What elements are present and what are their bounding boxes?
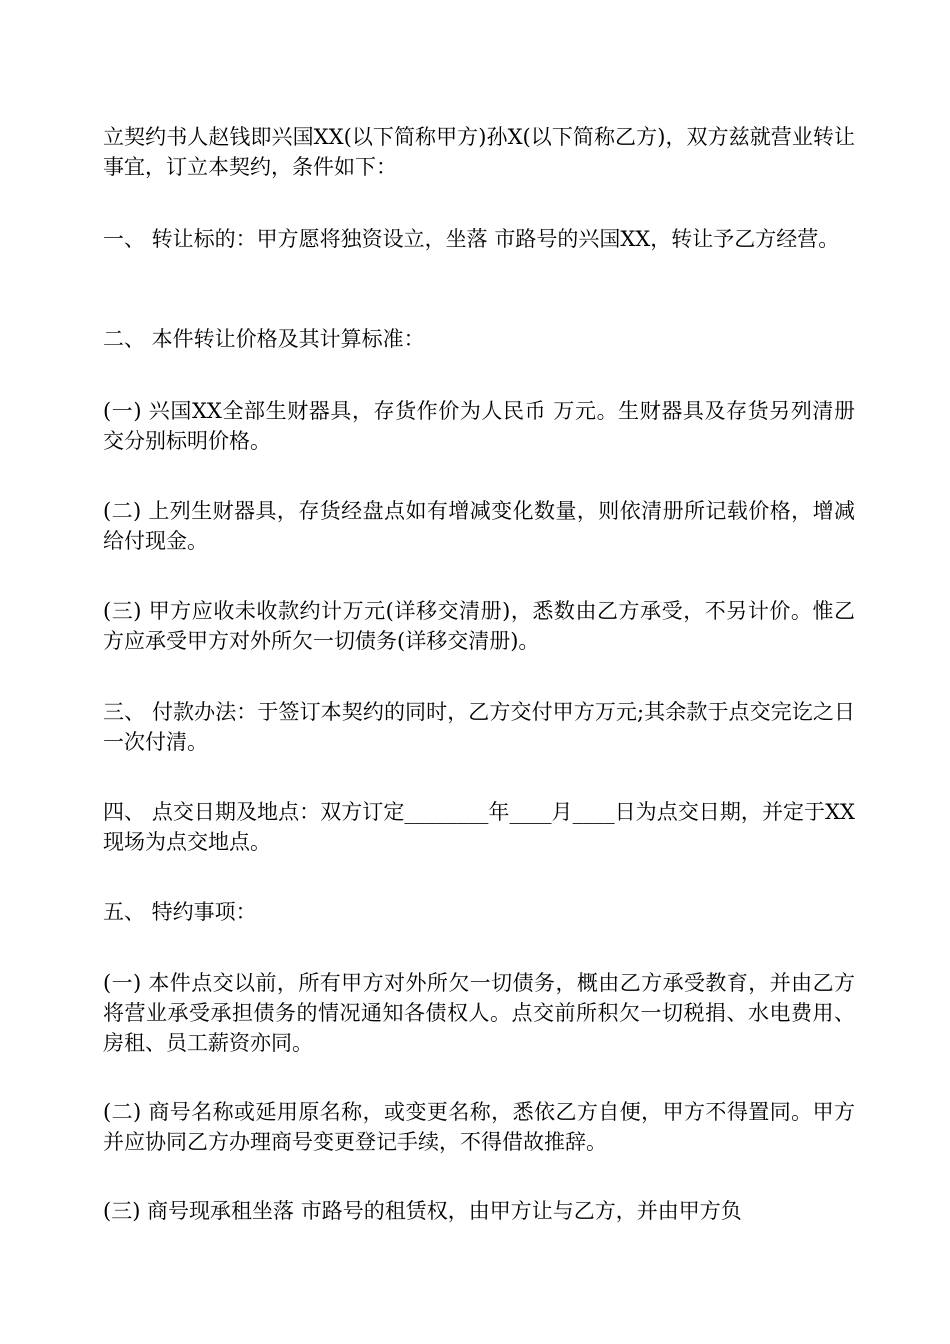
clause-5-item-3: (三) 商号现承租坐落 市路号的租赁权，由甲方让与乙方，并由甲方负 <box>103 1199 742 1223</box>
clause-5-item-1: (一) 本件点交以前，所有甲方对外所欠一切债务，概由乙方承受教育，并由乙方将营业承受承担债务的情况通知各债权人。点交前所积欠一切税捐、水电费用、房租、员工薪资亦同。 <box>103 971 855 1055</box>
clause-2-item-3: (三) 甲方应收未收款约计万元(详移交清册)，悉数由乙方承受，不另计价。惟乙方应承受甲方对外所欠一切债务(详移交清册)。 <box>103 599 855 653</box>
contract-preamble: 立契约书人赵钱即兴国XX(以下简称甲方)孙X(以下简称乙方)，双方兹就营业转让事宜，订立本契约，条件如下： <box>103 125 855 179</box>
clause-1-transfer-subject: 一、 转让标的：甲方愿将独资设立，坐落 市路号的兴国XX，转让予乙方经营。 <box>103 227 840 251</box>
clause-2-item-2: (二) 上列生财器具，存货经盘点如有增减变化数量，则依清册所记载价格，增减给付现金。 <box>103 499 855 553</box>
clause-5-heading: 五、 特约事项： <box>103 900 257 924</box>
clause-2-item-1: (一) 兴国XX全部生财器具，存货作价为人民币 万元。生财器具及存货另列清册交分别标明价格。 <box>103 399 855 453</box>
clause-5-item-2: (二) 商号名称或延用原名称，或变更名称，悉依乙方自便，甲方不得置同。甲方并应协同乙方办理商号变更登记手续，不得借故推辞。 <box>103 1100 855 1154</box>
clause-2-heading: 二、 本件转让价格及其计算标准： <box>103 327 425 351</box>
clause-3-payment: 三、 付款办法：于签订本契约的同时，乙方交付甲方万元;其余款于点交完讫之日一次付清。 <box>103 700 855 754</box>
clause-4-handover-date: 四、 点交日期及地点：双方订定________年____月____日为点交日期，并定于XX现场为点交地点。 <box>103 800 855 854</box>
